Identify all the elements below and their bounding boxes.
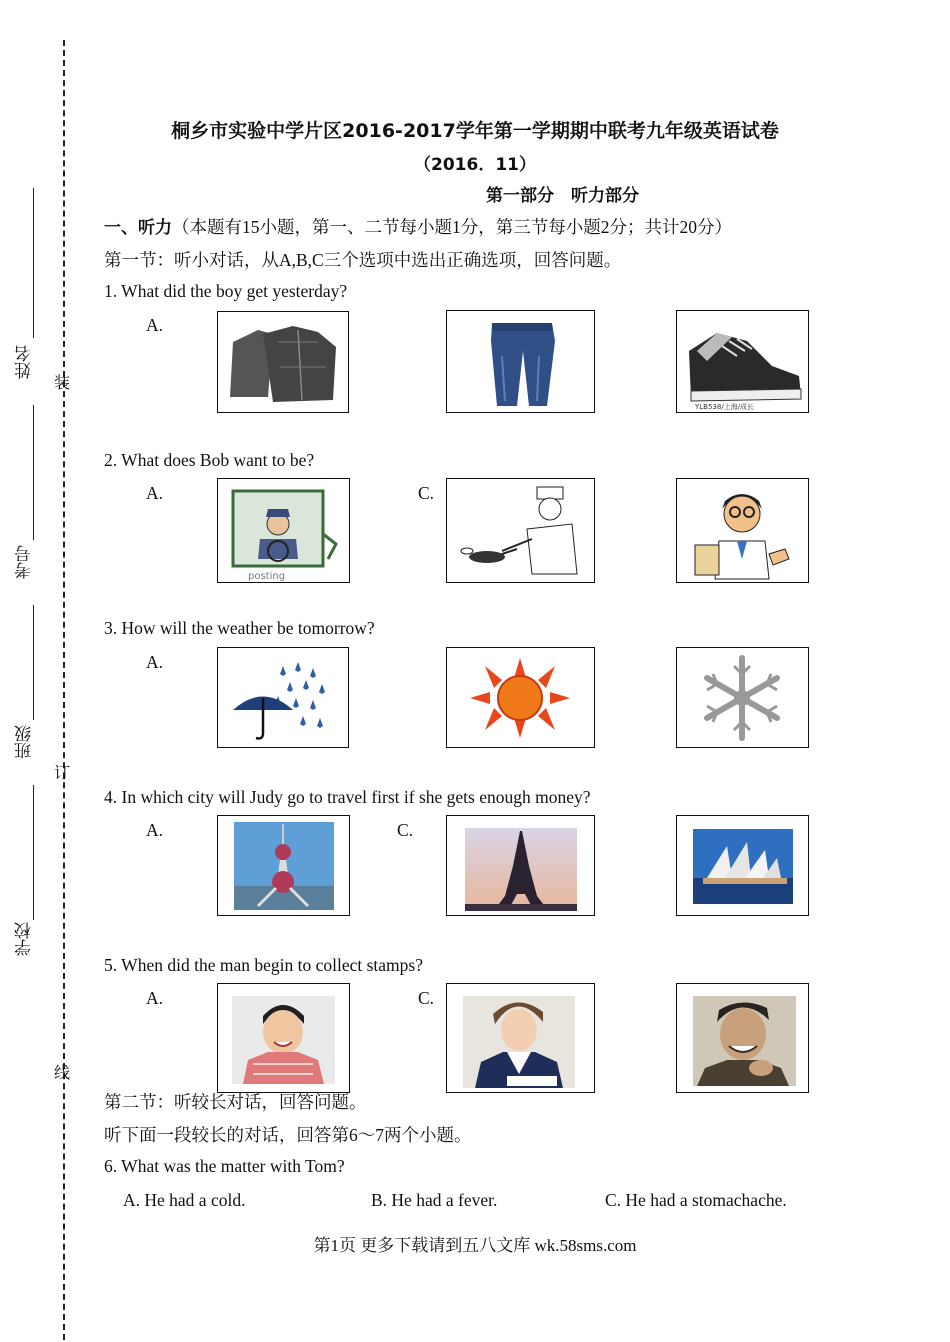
doctor-icon bbox=[677, 479, 808, 582]
subsection2-heading: 第二节：听较长对话，回答问题。 bbox=[104, 1092, 367, 1112]
q3-label-a: A. bbox=[146, 652, 164, 672]
q5-label-c: C. bbox=[418, 988, 435, 1008]
binding-char-xian: 线 bbox=[54, 1065, 71, 1082]
q1-label-a: A. bbox=[146, 315, 164, 335]
eiffel-tower-icon bbox=[447, 816, 594, 915]
boy-child-icon bbox=[218, 984, 349, 1092]
snowflake-icon bbox=[677, 648, 808, 747]
q3-option-a-image[interactable] bbox=[217, 647, 349, 748]
q6-option-a[interactable]: A. He had a cold. bbox=[123, 1190, 246, 1210]
q2-label-c: C. bbox=[418, 483, 435, 503]
q2-option-a-image[interactable] bbox=[217, 478, 350, 583]
school-field-rule bbox=[33, 785, 34, 920]
school-field-label: 学校 bbox=[15, 922, 34, 956]
sydney-opera-house-icon bbox=[677, 816, 808, 915]
binding-char-ding: 订 bbox=[54, 765, 71, 782]
section-heading bbox=[104, 213, 732, 239]
exam-number-field-label: 考号 bbox=[15, 545, 34, 579]
q3-option-c-image[interactable] bbox=[676, 647, 809, 748]
sun-icon bbox=[447, 648, 594, 747]
q1-option-b-image[interactable] bbox=[446, 310, 595, 413]
subsection2-instruction: 听下面一段较长的对话，回答第6～7两个小题。 bbox=[104, 1125, 472, 1145]
class-field-rule bbox=[33, 605, 34, 720]
class-field-label: 班级 bbox=[15, 725, 34, 759]
cook-icon bbox=[447, 479, 594, 582]
bus-driver-icon bbox=[218, 479, 349, 582]
q4-option-c-image[interactable] bbox=[676, 815, 809, 916]
jeans-icon bbox=[447, 311, 594, 412]
name-field-label: 姓名 bbox=[15, 345, 34, 379]
q1-option-c-image[interactable] bbox=[676, 310, 809, 413]
exam-date: （2016．11） bbox=[414, 155, 536, 175]
q4-option-a-image[interactable] bbox=[217, 815, 350, 916]
q2-option-b-image[interactable] bbox=[446, 478, 595, 583]
q3-option-b-image[interactable] bbox=[446, 647, 595, 748]
q5-option-b-image[interactable] bbox=[446, 983, 595, 1093]
q2-label-a: A. bbox=[146, 483, 164, 503]
jacket-icon bbox=[218, 312, 348, 412]
q1-image-caption: YLB538/上海/成长 bbox=[695, 403, 755, 411]
oriental-pearl-tower-icon bbox=[218, 816, 349, 915]
binding-dashed-line bbox=[63, 40, 65, 1340]
exam-number-field-rule bbox=[33, 405, 34, 540]
name-field-rule bbox=[33, 188, 34, 338]
q4-option-b-image[interactable] bbox=[446, 815, 595, 916]
subsection1-heading: 第一节：听小对话，从A,B,C三个选项中选出正确选项，回答问题。 bbox=[104, 250, 622, 270]
page-footer: 第1页 更多下载请到五八文库 wk.58sms.com bbox=[313, 1236, 637, 1255]
sneaker-icon bbox=[677, 311, 808, 412]
question-2-text: 2. What does Bob want to be? bbox=[104, 450, 315, 470]
binding-char-zhuang: 装 bbox=[54, 375, 71, 392]
question-1-text: 1. What did the boy get yesterday? bbox=[104, 281, 348, 301]
question-5-text: 5. When did the man begin to collect stamps? bbox=[104, 955, 423, 975]
q1-option-a-image[interactable] bbox=[217, 311, 349, 413]
q6-option-c[interactable]: C. He had a stomachache. bbox=[605, 1190, 787, 1210]
section-heading-note: （本题有15小题，第一、二节每小题1分，第三节每小题2分；共计20分） bbox=[172, 217, 732, 237]
older-man-icon bbox=[677, 984, 808, 1092]
young-man-icon bbox=[447, 984, 594, 1092]
part-heading: 第一部分 听力部分 bbox=[486, 186, 639, 206]
q5-option-c-image[interactable] bbox=[676, 983, 809, 1093]
exam-title: 桐乡市实验中学片区2016-2017学年第一学期期中联考九年级英语试卷 bbox=[171, 120, 779, 142]
q5-label-a: A. bbox=[146, 988, 164, 1008]
q5-option-a-image[interactable] bbox=[217, 983, 350, 1093]
q4-label-c: C. bbox=[397, 820, 414, 840]
section-heading-bold: 一、听力 bbox=[104, 218, 172, 238]
question-4-text: 4. In which city will Judy go to travel first if she gets enough money? bbox=[104, 787, 591, 807]
q2-option-c-image[interactable] bbox=[676, 478, 809, 583]
rain-umbrella-icon bbox=[218, 648, 348, 747]
question-6-text: 6. What was the matter with Tom? bbox=[104, 1156, 345, 1176]
question-3-text: 3. How will the weather be tomorrow? bbox=[104, 618, 375, 638]
q4-label-a: A. bbox=[146, 820, 164, 840]
q6-option-b[interactable]: B. He had a fever. bbox=[371, 1190, 498, 1210]
q2-image-caption: posting bbox=[248, 571, 286, 582]
